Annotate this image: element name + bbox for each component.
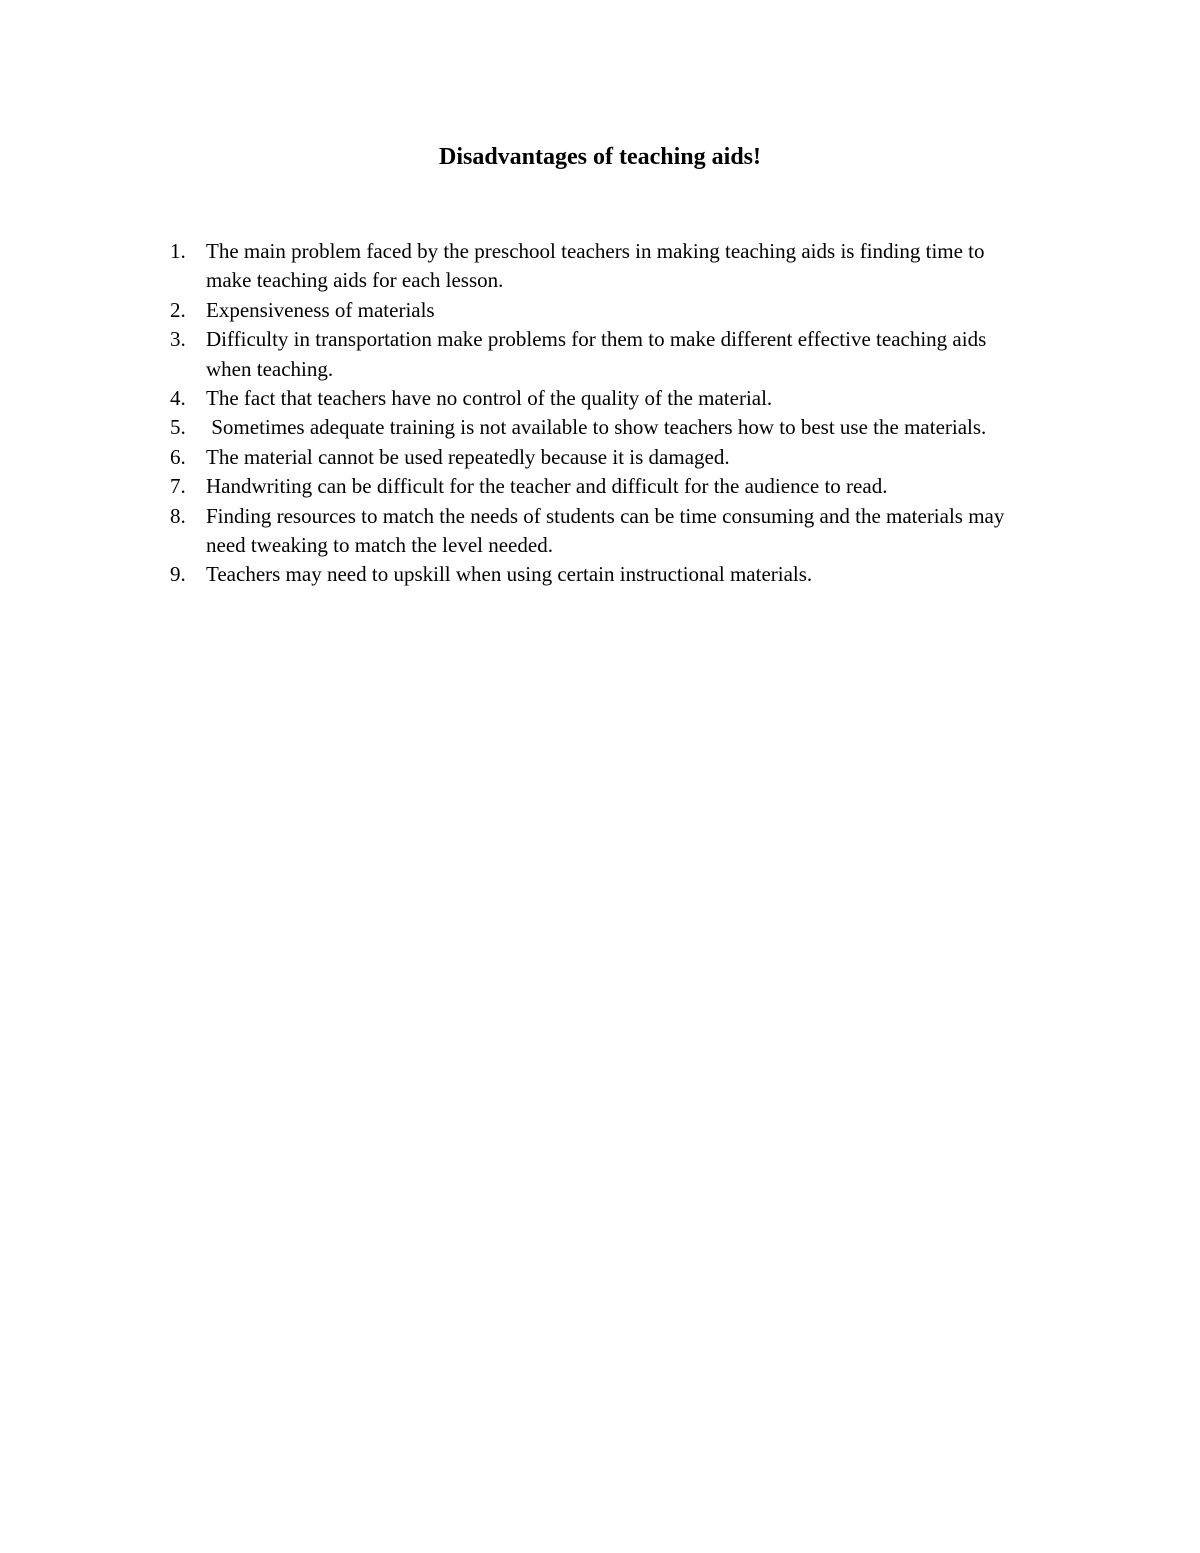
list-item-number: 3.: [170, 327, 186, 352]
list-item-number: 6.: [170, 444, 186, 469]
list-item: [160, 502, 1020, 561]
list-item: [160, 237, 1020, 296]
list-item-number: 7.: [170, 474, 186, 499]
list-item-number: 4.: [170, 386, 186, 411]
list-item-number: 9.: [170, 562, 186, 587]
list-item-text: The fact that teachers have no control of the quality of the material.: [206, 386, 773, 411]
list-item-number: 5.: [170, 415, 186, 440]
list-item-text: Teachers may need to upskill when using certain instructional materials.: [206, 562, 813, 587]
list-item: [160, 560, 1020, 589]
list-item-number: 2.: [170, 297, 186, 322]
list-item-text: Expensiveness of materials: [206, 297, 435, 322]
list-item-number: 8.: [170, 503, 186, 528]
list-item: [160, 296, 1020, 325]
list-item: [160, 443, 1020, 472]
list-item-text: Difficulty in transportation make problems for them to make different effective teaching aids when teaching.: [206, 327, 992, 381]
list-item: [160, 384, 1020, 413]
list-item-text: Finding resources to match the needs of students can be time consuming and the materials may need tweaking to match the level needed.: [206, 503, 1010, 558]
list-item: [160, 472, 1020, 501]
list-item: [160, 325, 1020, 384]
list-item-number: 1.: [170, 239, 186, 263]
list-item-text: Sometimes adequate training is not available to show teachers how to best use the materials.: [206, 415, 987, 440]
list-item-text: Handwriting can be difficult for the teacher and difficult for the audience to read.: [206, 474, 888, 499]
list-item: [160, 413, 1020, 442]
disadvantages-list: [160, 237, 1020, 590]
list-item-text: The main problem faced by the preschool teachers in making teaching aids is finding time to make teaching aids for each lesson.: [206, 239, 990, 293]
list-item-text: The material cannot be used repeatedly because it is damaged.: [206, 444, 730, 469]
document-title: Disadvantages of teaching aids!: [438, 144, 762, 170]
